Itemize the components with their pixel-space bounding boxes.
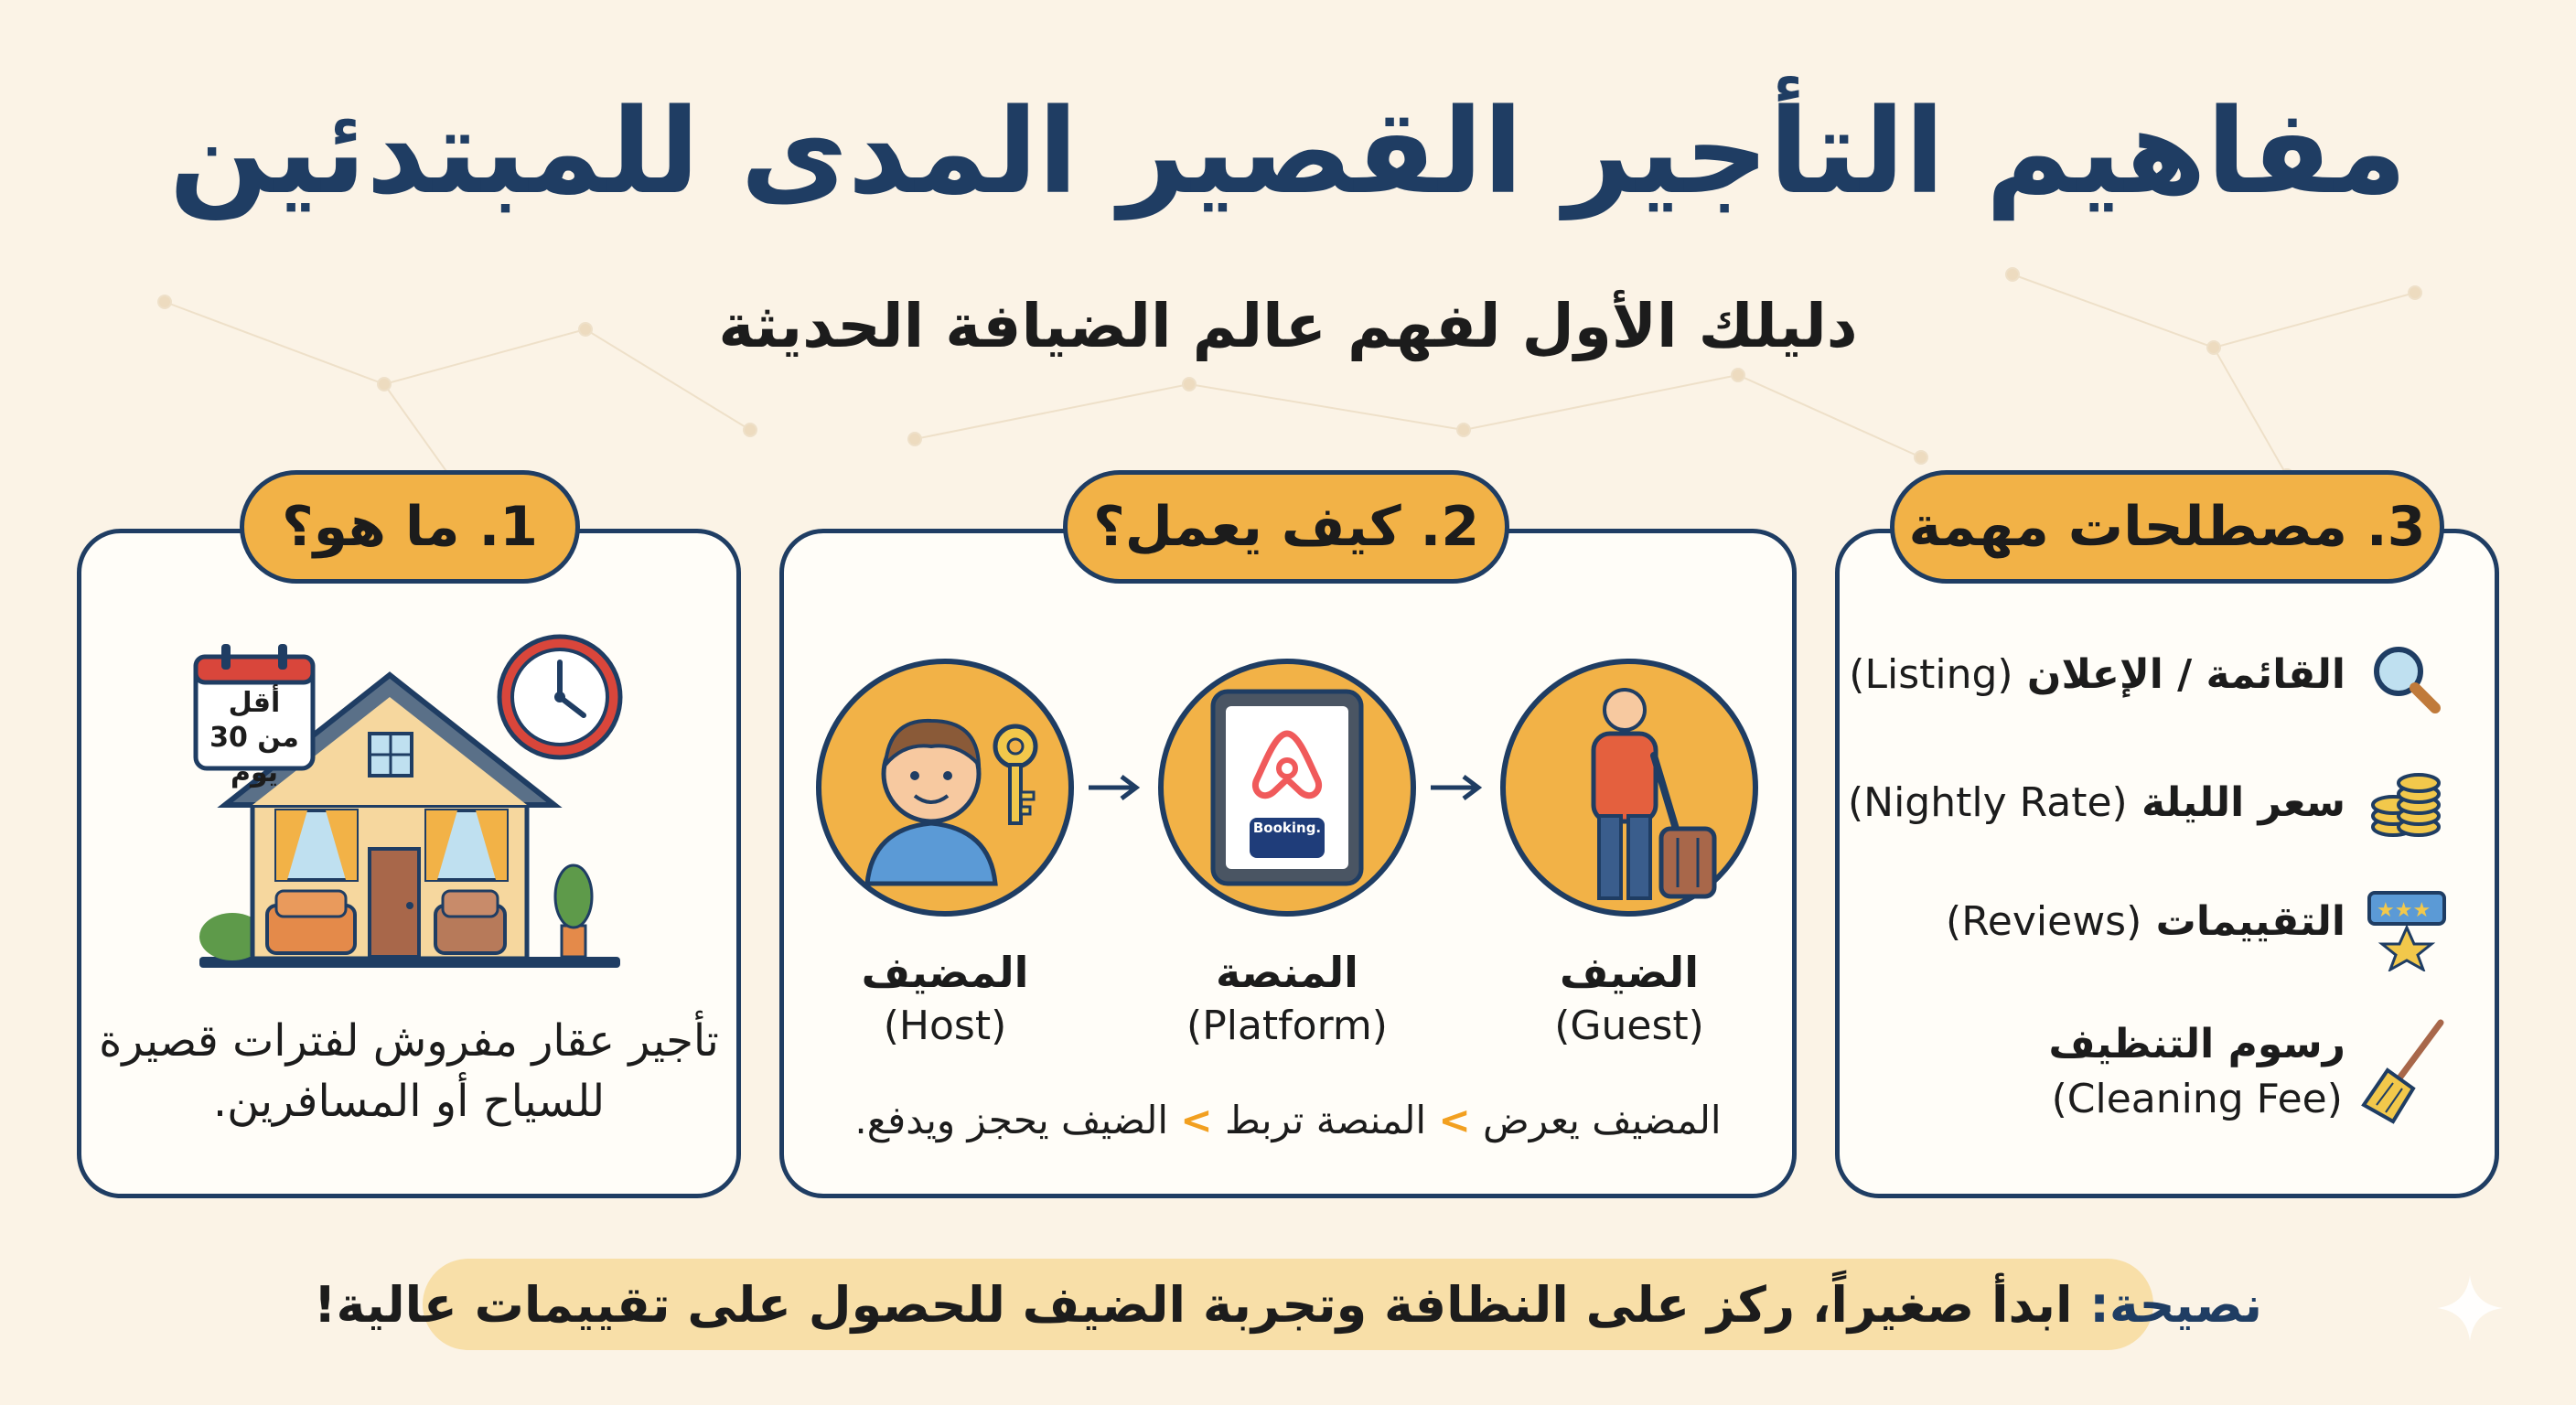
platform-circle: [1154, 655, 1420, 920]
section1-description-line2: للسياح أو المسافرين.: [212, 1076, 606, 1127]
arrow-right-icon: [1085, 774, 1142, 801]
flow-step-host: المضيف يعرض: [1483, 1098, 1722, 1142]
star-rating-icon: [2366, 887, 2448, 971]
key-icon: [1001, 717, 1010, 726]
role-host-label: المضيف: [861, 948, 1029, 997]
flow-step-platform: المنصة تربط: [1224, 1098, 1427, 1142]
flow-description: [796, 1098, 1780, 1142]
term-reviews: التقييمات (Reviews): [1946, 898, 2345, 945]
section2-heading: 2. كيف يعمل؟: [1063, 470, 1509, 584]
role-platform-label: المنصة: [1216, 948, 1358, 997]
flow-separator: >: [1438, 1098, 1471, 1142]
section1-heading: 1. ما هو؟: [240, 470, 580, 584]
tip-text: ابدأ صغيراً، ركز على النظافة وتجربة الضيف للحصول على تقييمات عالية!: [313, 1275, 2073, 1334]
tip-banner: [313, 1259, 2263, 1350]
booking-logo-text: Booking.: [1252, 820, 1322, 836]
role-guest-label: الضيف: [1560, 948, 1699, 997]
flow-separator: >: [1180, 1098, 1213, 1142]
term-cleaning-fee: رسوم التنظيف (Cleaning Fee): [2048, 1021, 2345, 1122]
term-nightly-rate: سعر الليلة (Nightly Rate): [1848, 779, 2345, 826]
role-platform-en: (Platform): [1186, 1003, 1388, 1049]
section3-heading: 3. مصطلحات مهمة: [1890, 470, 2444, 584]
guest-circle: [1497, 655, 1762, 920]
calendar-badge-text: أقل من 30 يوم: [209, 687, 299, 788]
magnifier-icon: [2367, 640, 2442, 715]
role-host-en: (Host): [883, 1003, 1007, 1049]
page-subtitle: دليلك الأول لفهم عالم الضيافة الحديثة: [718, 291, 1858, 361]
broom-icon: [2360, 1017, 2448, 1127]
term-listing: القائمة / الإعلان (Listing): [1849, 651, 2345, 698]
sparkle-icon: [2433, 1271, 2506, 1345]
section1-description-line1: تأجير عقار مفروش لفترات قصيرة: [99, 1015, 719, 1067]
tip-label: نصيحة:: [2089, 1275, 2263, 1334]
arrow-right-icon: [1427, 774, 1484, 801]
page-title: مفاهيم التأجير القصير المدى للمبتدئين: [168, 84, 2408, 220]
role-guest-en: (Guest): [1554, 1003, 1704, 1049]
clock-icon: [494, 631, 626, 763]
host-circle: [812, 655, 1078, 920]
svg-text:★★★: ★★★: [2377, 899, 2431, 922]
flow-step-guest: الضيف يحجز ويدفع.: [854, 1098, 1169, 1142]
coins-icon: [2367, 763, 2442, 840]
